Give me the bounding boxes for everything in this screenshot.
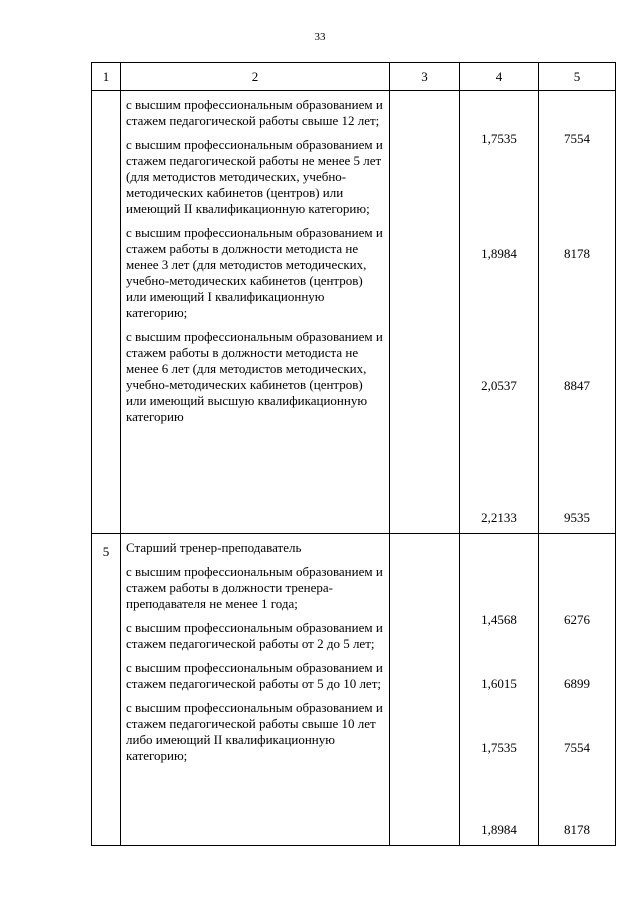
qualification-item: с высшим профессиональным образованием и стажем педагогической работы не менее 5 лет (для методистов методических, учебно-методических кабинетов (центров) или имеющий II квалификационную категорию;: [126, 137, 383, 216]
header-col-2: 2: [121, 63, 390, 91]
coefficient-value: 1,8984: [481, 822, 517, 837]
header-col-4: 4: [460, 63, 539, 91]
coefficient-value: 2,2133: [481, 510, 517, 525]
row-description: [121, 534, 390, 846]
header-col-1: 1: [92, 63, 121, 91]
table-row: [92, 91, 616, 534]
position-title: Старший тренер-преподаватель: [126, 540, 302, 555]
qualification-item: с высшим профессиональным образованием и стажем работы в должности методиста не менее 6 лет (для методистов методических, учебно-методических кабинетов (центров) или имеющий высшую квалификационную категорию: [126, 329, 383, 424]
salary-value: 8178: [564, 246, 590, 261]
row-number: 5: [92, 534, 121, 846]
qualification-item: с высшим профессиональным образованием и стажем работы в должности тренера-преподавателя не менее 1 года;: [126, 564, 383, 611]
salary-table: [91, 62, 616, 846]
salary-cell: [539, 534, 616, 846]
salary-value: 8178: [564, 822, 590, 837]
row-number: [92, 91, 121, 534]
coefficient-value: 1,4568: [481, 612, 517, 627]
salary-value: 7554: [564, 131, 590, 146]
coefficient-cell: [460, 91, 539, 534]
salary-cell: [539, 91, 616, 534]
qualification-item: с высшим профессиональным образованием и стажем педагогической работы свыше 10 лет либо имеющий II квалификационную категорию;: [126, 700, 383, 763]
page-number: 33: [314, 31, 326, 43]
coefficient-value: 1,7535: [481, 740, 517, 755]
empty-cell: [390, 91, 460, 534]
row-description: [121, 91, 390, 534]
coefficient-cell: [460, 534, 539, 846]
salary-value: 6899: [564, 676, 590, 691]
empty-cell: [390, 534, 460, 846]
salary-value: 9535: [564, 510, 590, 525]
salary-value: 7554: [564, 740, 590, 755]
salary-value: 6276: [564, 612, 590, 627]
coefficient-value: 1,6015: [481, 676, 517, 691]
qualification-item: с высшим профессиональным образованием и стажем педагогической работы свыше 12 лет;: [126, 97, 383, 128]
qualification-item: с высшим профессиональным образованием и стажем педагогической работы от 2 до 5 лет;: [126, 620, 383, 651]
coefficient-value: 2,0537: [481, 378, 517, 393]
header-col-3: 3: [390, 63, 460, 91]
coefficient-value: 1,7535: [481, 131, 517, 146]
qualification-item: с высшим профессиональным образованием и стажем педагогической работы от 5 до 10 лет;: [126, 660, 383, 691]
coefficient-value: 1,8984: [481, 246, 517, 261]
salary-value: 8847: [564, 378, 590, 393]
header-col-5: 5: [539, 63, 616, 91]
qualification-item: с высшим профессиональным образованием и стажем работы в должности методиста не менее 3 лет (для методистов методических, учебно-методических кабинетов (центров) или имеющий I квалификационную категорию;: [126, 225, 383, 320]
table-row: [92, 534, 616, 846]
header-row: [92, 63, 616, 91]
